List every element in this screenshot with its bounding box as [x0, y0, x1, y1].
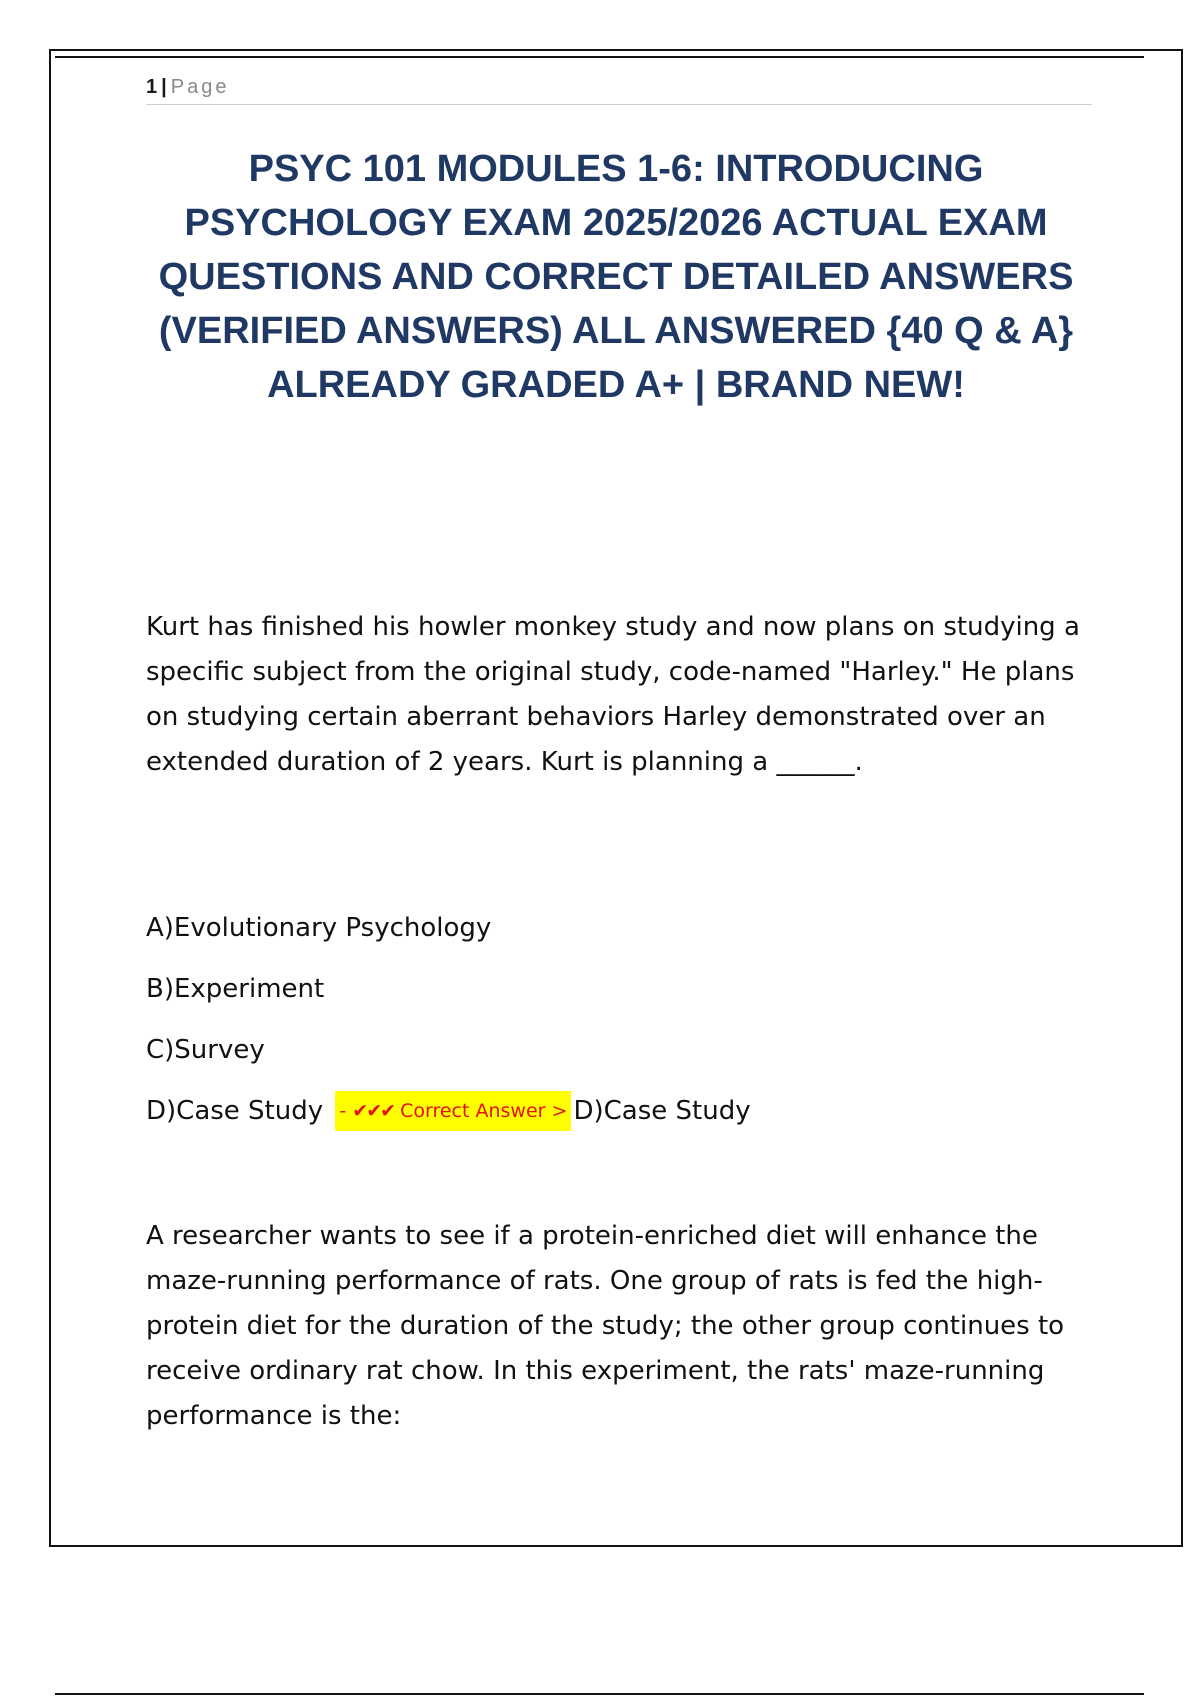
- page-header: [146, 74, 1092, 105]
- correct-answer-badge: [335, 1091, 571, 1131]
- page-label: Page: [170, 76, 230, 98]
- document-title: PSYC 101 MODULES 1-6: INTRODUCING PSYCHOLOGY EXAM 2025/2026 ACTUAL EXAM QUESTIONS AND CORRECT DETAILED ANSWERS (VERIFIED ANSWERS) ALL ANSWERED {40 Q & A} ALREADY GRADED A+ | BRAND NEW!: [158, 148, 1074, 406]
- correct-answer-text: D)Case Study: [573, 1096, 751, 1126]
- question-1-text: Kurt has finished his howler monkey study and now plans on studying a specific subject from the original study, code-named "Harley." He plans on studying certain aberrant behaviors Harley demonstrated over an extended duration of 2 years. Kurt is planning a ______.: [146, 612, 1080, 777]
- correct-answer-label: Correct Answer: [400, 1100, 546, 1122]
- question-1-options: [146, 905, 1106, 1149]
- page-separator: |: [161, 76, 167, 98]
- option-d: D)Case Study: [146, 1096, 324, 1126]
- answer-arrow-icon: >: [551, 1100, 568, 1122]
- option-b: B)Experiment: [146, 974, 325, 1004]
- answer-dash: -: [339, 1100, 347, 1122]
- bottom-rule: [55, 1693, 1144, 1695]
- option-a: A)Evolutionary Psychology: [146, 913, 492, 943]
- page-number: 1: [146, 76, 158, 98]
- option-c: C)Survey: [146, 1035, 265, 1065]
- check-marks-icon: ✔✔✔: [352, 1100, 395, 1122]
- option-d-row: [146, 1088, 1106, 1149]
- top-rule: [55, 56, 1144, 58]
- question-2-text: A researcher wants to see if a protein-enriched diet will enhance the maze-running performance of rats. One group of rats is fed the high-protein diet for the duration of the study; the other group continues to receive ordinary rat chow. In this experiment, the rats' maze-running performance is the:: [146, 1221, 1065, 1431]
